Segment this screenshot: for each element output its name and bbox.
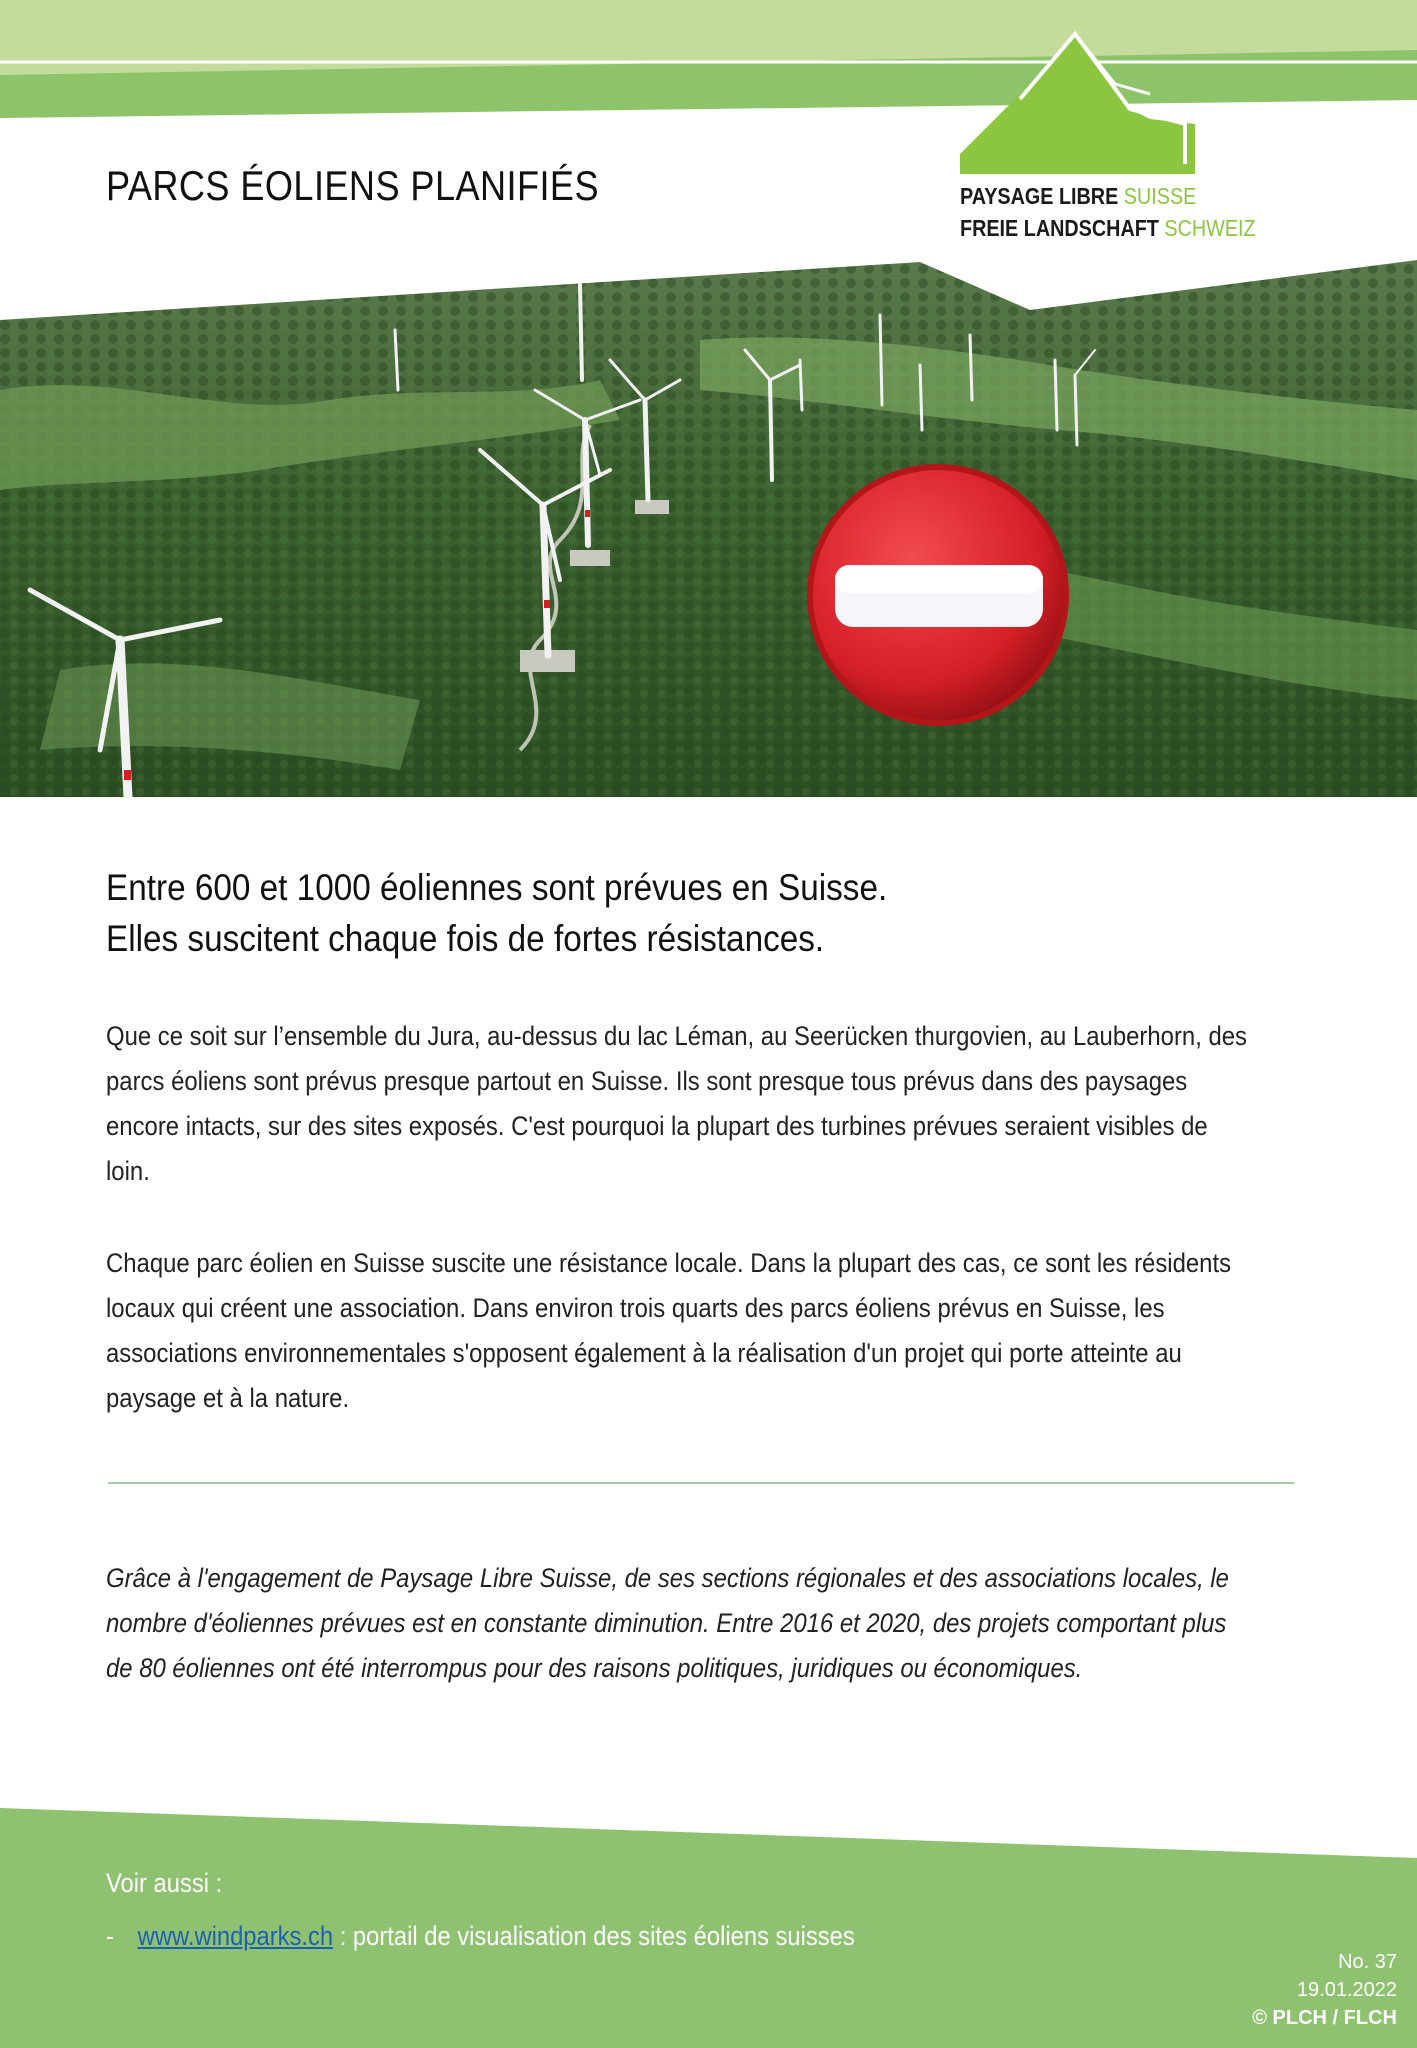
copyright: © PLCH / FLCH [1252, 2007, 1397, 2029]
logo-text-de-country: SCHWEIZ [1164, 215, 1256, 241]
mountain-logo-icon [950, 24, 1195, 174]
logo-text-fr-country: SUISSE [1123, 183, 1197, 209]
hero-image [0, 250, 1417, 797]
bullet: - [106, 1921, 114, 1951]
headline-line-2: Elles suscitent chaque fois de fortes résistances. [106, 918, 825, 959]
logo-text-de: FREIE LANDSCHAFT [960, 215, 1159, 241]
document-meta [1252, 1948, 1397, 2032]
windparks-link[interactable]: www.windparks.ch [137, 1921, 334, 1951]
paragraph-1: Que ce soit sur l’ensemble du Jura, au-dessus du lac Léman, au Seerücken thurgovien, au Lauberhorn, des parcs éoliens sont prévus presque partout en Suisse. Ils sont presque tous prévus dans des paysages encore intacts, sur des sites exposés. C'est pourquoi la plupart des turbines prévues seraient visibles de loin. [106, 1021, 1248, 1186]
headline-line-1: Entre 600 et 1000 éoliennes sont prévues en Suisse. [106, 867, 888, 908]
see-also-item [106, 1921, 855, 1952]
see-also-label: Voir aussi : [106, 1868, 223, 1898]
issue-number: No. 37 [1338, 1951, 1397, 1973]
link-description: : portail de visualisation des sites éoliens suisses [333, 1921, 855, 1951]
headline [106, 862, 1231, 964]
paragraph-2: Chaque parc éolien en Suisse suscite une résistance locale. Dans la plupart des cas, ce sont les résidents locaux qui créent une association. Dans environ trois quarts des parcs éoliens prévus en Suisse, les associations environnementales s'opposent également à la réalisation d'un projet qui porte atteinte au paysage et à la nature. [106, 1248, 1232, 1413]
page-title: PARCS ÉOLIENS PLANIFIÉS [106, 162, 599, 209]
divider [108, 1482, 1294, 1484]
issue-date: 19.01.2022 [1296, 1979, 1397, 2001]
brand-logo [960, 180, 1256, 244]
paragraph-3-italic: Grâce à l'engagement de Paysage Libre Suisse, de ses sections régionales et des associations locales, le nombre d'éoliennes prévues est en constante diminution. Entre 2016 et 2020, des projets comportant plus de 80 éoliennes ont été interrompus pour des raisons politiques, juridiques ou économiques. [106, 1563, 1229, 1683]
logo-text-fr: PAYSAGE LIBRE [960, 183, 1119, 209]
